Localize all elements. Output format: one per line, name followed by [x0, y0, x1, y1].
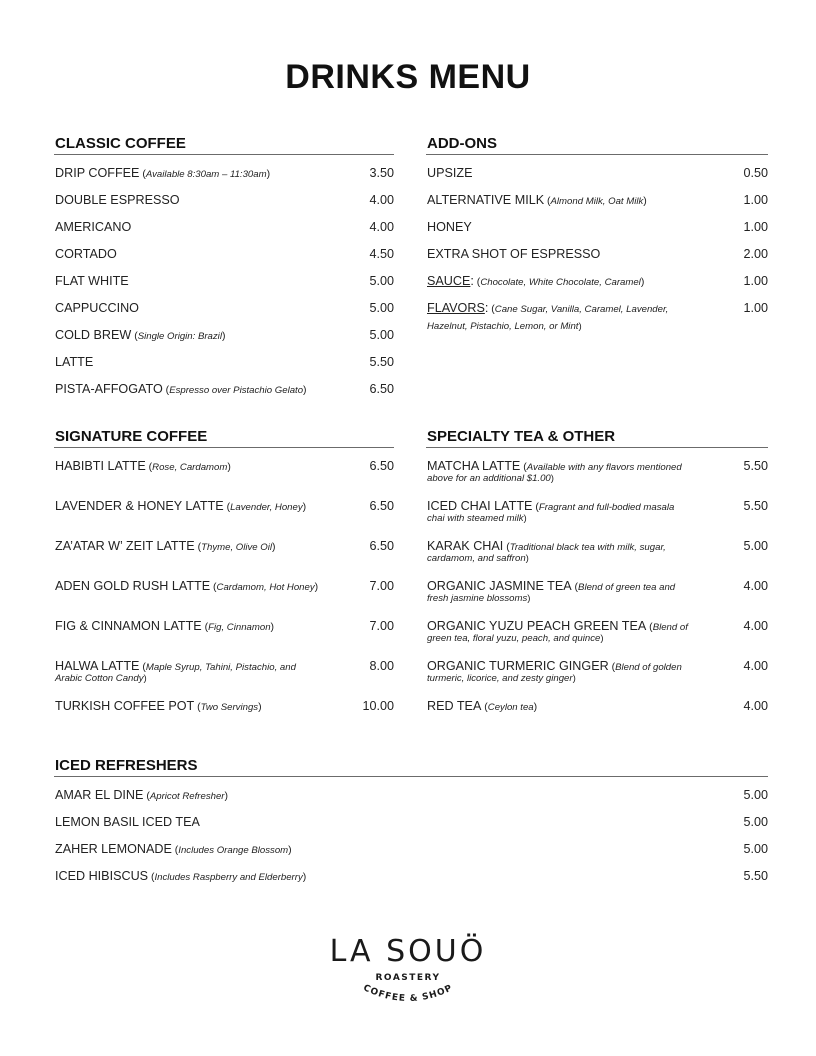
paren-open: (: [210, 581, 217, 593]
signature-coffee-list: [54, 459, 394, 739]
specialty-tea-list: [426, 459, 768, 739]
paren-close: ): [303, 384, 307, 396]
menu-item: [426, 193, 768, 220]
paren-close: ): [288, 844, 292, 856]
menu-item-price: 3.50: [369, 166, 394, 180]
paren-open: (: [571, 581, 579, 593]
menu-item-description-cont: fresh jasmine blossoms): [427, 593, 531, 604]
menu-item-price: 1.00: [743, 220, 768, 234]
brand-tagline-roastery: ROASTERY: [375, 973, 441, 983]
menu-item-title: AMERICANO: [55, 220, 132, 234]
menu-item-price: 4.00: [743, 579, 768, 593]
menu-item-description-line2: turmeric, licorice, and zesty ginger: [427, 673, 573, 684]
menu-item-description: Ceylon tea: [487, 702, 534, 713]
section-heading: SIGNATURE COFFEE: [54, 428, 394, 448]
menu-item-name: [55, 499, 306, 515]
menu-item-description: Chocolate, White Chocolate, Caramel: [480, 277, 641, 288]
menu-item-title: SAUCE: [427, 274, 471, 288]
menu-item-title: ICED CHAI LATTE: [427, 499, 533, 513]
menu-item-name: [55, 459, 231, 475]
paren-close: ): [221, 330, 226, 342]
menu-item-name: [427, 193, 647, 209]
page-title: DRINKS MENU: [285, 58, 531, 96]
menu-item-description-line2: fresh jasmine blossoms: [427, 593, 528, 604]
paren-close: ): [224, 790, 228, 802]
menu-item-title: COLD BREW: [55, 328, 132, 342]
menu-item-title: HALWA LATTE: [55, 659, 140, 673]
menu-item-description: Apricot Refresher: [149, 791, 225, 802]
menu-item-price: 4.00: [743, 699, 768, 713]
menu-item-title: HABIBTI LATTE: [55, 459, 146, 473]
menu-item-title: FIG & CINNAMON LATTE: [55, 619, 202, 633]
menu-item-title: DOUBLE ESPRESSO: [55, 193, 180, 207]
menu-item-name: [427, 247, 600, 261]
menu-item-description: Available 8:30am – 11:30am: [145, 169, 267, 180]
menu-item-price: 10.00: [362, 699, 394, 713]
menu-item-name: [55, 815, 200, 829]
menu-item-description: Available with any flavors mentioned: [526, 462, 682, 473]
menu-item: [426, 619, 768, 659]
menu-item: [426, 499, 768, 539]
menu-item: [426, 220, 768, 247]
menu-item: [54, 788, 768, 815]
menu-item-description-cont: above for an additional $1.00): [427, 473, 554, 484]
menu-item-title: MATCHA LATTE: [427, 459, 521, 473]
section-heading: CLASSIC COFFEE: [54, 135, 394, 155]
menu-item-name: [427, 699, 537, 715]
paren-open: (: [532, 501, 539, 513]
menu-item-title: ADEN GOLD RUSH LATTE: [55, 579, 211, 593]
svg-text:COFFEE & SHOP: [361, 983, 454, 1004]
menu-item-title: LEMON BASIL ICED TEA: [55, 815, 200, 829]
paren-open: (: [131, 330, 138, 342]
section-signature-coffee: [54, 428, 394, 739]
menu-item-description-cont: Arabic Cotton Candy): [55, 673, 147, 684]
menu-item-price: 4.00: [369, 220, 394, 234]
menu-item-description: Includes Raspberry and Elderberry: [154, 872, 303, 883]
menu-item: [54, 539, 394, 579]
paren-close: ): [643, 195, 647, 207]
menu-item-title: DRIP COFFEE: [55, 166, 140, 180]
menu-item: [54, 355, 394, 382]
menu-item-title: CORTADO: [55, 247, 117, 261]
menu-item: [426, 579, 768, 619]
menu-item-description: Thyme, Olive Oil: [201, 542, 273, 553]
menu-item: [54, 382, 394, 409]
menu-item-title: LAVENDER & HONEY LATTE: [55, 499, 224, 513]
menu-item-description: Maple Syrup, Tahini, Pistachio, and: [145, 662, 296, 673]
menu-item-price: 6.50: [369, 382, 394, 396]
menu-item-title: ALTERNATIVE MILK: [427, 193, 545, 207]
menu-item-title: ORGANIC TURMERIC GINGER: [427, 659, 609, 673]
brand-tagline-arc: [348, 983, 468, 1013]
menu-item-title: ICED HIBISCUS: [55, 869, 149, 883]
menu-item-description-cont: chai with steamed milk): [427, 513, 527, 524]
menu-item-description-line2: cardamom, and saffron: [427, 553, 526, 564]
menu-item-price: 5.50: [743, 459, 768, 473]
menu-item-price: 5.50: [743, 869, 768, 883]
menu-item: [426, 459, 768, 499]
paren-open: (: [162, 384, 170, 396]
menu-item-name: [55, 788, 228, 804]
menu-item-description-cont: turmeric, licorice, and zesty ginger): [427, 673, 576, 684]
menu-item-price: 6.50: [369, 459, 394, 473]
brand-wordmark: LA SOUÖ: [329, 934, 487, 969]
menu-item-price: 1.00: [743, 301, 768, 315]
menu-item-price: 7.00: [369, 619, 394, 633]
paren-close: ): [270, 621, 275, 633]
classic-coffee-list: [54, 166, 394, 409]
menu-item-description: Cardamom, Hot Honey: [216, 582, 315, 593]
paren-close: ): [302, 871, 307, 883]
menu-item-name: FLAVORS: (Cane Sugar, Vanilla, Caramel, Lavender,: [427, 301, 669, 315]
menu-item-description-cont: cardamom, and saffron): [427, 553, 529, 564]
menu-item: [54, 301, 394, 328]
menu-item-title: TURKISH COFFEE POT: [55, 699, 195, 713]
menu-item-price: 5.50: [743, 499, 768, 513]
menu-item-name: [55, 193, 180, 207]
menu-item-description: Includes Orange Blossom: [178, 845, 289, 856]
menu-item: [54, 274, 394, 301]
menu-item: [426, 659, 768, 699]
menu-item: [426, 301, 768, 332]
menu-item-title: ZA’ATAR W’ ZEIT LATTE: [55, 539, 195, 553]
menu-item-description-line2: above for an additional $1.00: [427, 473, 551, 484]
menu-item: [426, 539, 768, 579]
paren-open: (: [194, 701, 201, 713]
menu-item-price: 5.50: [369, 355, 394, 369]
menu-item-name: [55, 220, 131, 234]
menu-item-title: KARAK CHAI: [427, 539, 504, 553]
menu-item-title: CAPPUCCINO: [55, 301, 139, 315]
paren-close: ): [272, 541, 276, 553]
menu-item-name: [55, 247, 117, 261]
menu-item: [54, 619, 394, 659]
menu-item-name: [55, 619, 274, 635]
section-classic-coffee: [54, 135, 394, 409]
menu-item-title: UPSIZE: [427, 166, 473, 180]
menu-item: [54, 247, 394, 274]
menu-item-name: [55, 382, 307, 398]
menu-item-description: Almond Milk, Oat Milk: [550, 196, 644, 207]
paren-close: ): [314, 581, 319, 593]
menu-item-price: 0.50: [743, 166, 768, 180]
paren-open: (: [194, 541, 202, 553]
menu-item-price: 1.00: [743, 274, 768, 288]
iced-refreshers-list: [54, 788, 768, 896]
menu-item-description: Fig, Cinnamon: [208, 622, 271, 633]
menu-item: [54, 869, 768, 896]
menu-item: [54, 166, 394, 193]
menu-item-description: Traditional black tea with milk, sugar,: [509, 542, 666, 553]
menu-item-price: 5.00: [743, 842, 768, 856]
menu-item: [54, 699, 394, 739]
paren-open: (: [223, 501, 231, 513]
menu-item-title: FLAVORS: [427, 301, 485, 315]
section-iced-refreshers: [54, 757, 768, 896]
section-heading: SPECIALTY TEA & OTHER: [426, 428, 768, 448]
paren-open: (: [503, 541, 510, 553]
paren-open: (: [145, 461, 153, 473]
section-specialty-tea: [426, 428, 768, 739]
paren-close: ): [533, 701, 538, 713]
menu-item: [54, 193, 394, 220]
menu-item-title: ZAHER LEMONADE: [55, 842, 172, 856]
add-ons-list: [426, 166, 768, 332]
menu-item-name: [55, 579, 318, 595]
paren-open: (: [139, 661, 146, 673]
menu-item-name: [55, 842, 292, 858]
paren-close: ): [266, 168, 271, 180]
menu-item-price: 1.00: [743, 193, 768, 207]
menu-item-description: Cane Sugar, Vanilla, Caramel, Lavender,: [494, 304, 669, 315]
brand-logo: [0, 935, 816, 1013]
menu-item-description-cont: Hazelnut, Pistachio, Lemon, or Mint): [427, 321, 582, 332]
paren-close: ): [302, 501, 307, 513]
menu-item-name: [55, 869, 306, 885]
paren-open: (: [201, 621, 209, 633]
menu-item-description: Blend of green tea and: [578, 582, 676, 593]
menu-item-price: 5.00: [743, 815, 768, 829]
menu-item-name: [427, 220, 472, 234]
paren-close: ): [258, 701, 262, 713]
menu-item-price: 4.00: [743, 619, 768, 633]
menu-item-price: 6.50: [369, 539, 394, 553]
paren-close: ): [640, 276, 645, 288]
menu-item-name: [55, 166, 270, 182]
menu-item-description: Espresso over Pistachio Gelato: [169, 385, 304, 396]
paren-open: (: [608, 661, 616, 673]
menu-item-title: HONEY: [427, 220, 472, 234]
menu-item-price: 4.00: [369, 193, 394, 207]
menu-item-price: 4.00: [743, 659, 768, 673]
menu-item: [54, 579, 394, 619]
menu-item-price: 5.00: [369, 328, 394, 342]
menu-item-title: FLAT WHITE: [55, 274, 129, 288]
section-heading: ADD-ONS: [426, 135, 768, 155]
menu-item-price: 5.00: [369, 274, 394, 288]
paren-open: (: [646, 621, 653, 633]
brand-tagline-coffee-shop: COFFEE & SHOP: [361, 983, 455, 1005]
paren-open: (: [139, 168, 146, 180]
paren-open: (: [171, 844, 179, 856]
menu-item: [54, 659, 394, 699]
menu-item-price: 5.00: [369, 301, 394, 315]
menu-item-title: ORGANIC YUZU PEACH GREEN TEA: [427, 619, 647, 633]
menu-item-description: Two Servings: [200, 702, 259, 713]
menu-item-price: 8.00: [369, 659, 394, 673]
section-add-ons: [426, 135, 768, 332]
menu-item-description-line2: chai with steamed milk: [427, 513, 524, 524]
paren-open: (: [544, 195, 551, 207]
menu-item-description-cont: green tea, floral yuzu, peach, and quince): [427, 633, 604, 644]
paren-open: (: [473, 276, 481, 288]
paren-open: (: [481, 701, 488, 713]
menu-item: [54, 459, 394, 499]
menu-item-description: Fragrant and full-bodied masala: [538, 502, 675, 513]
menu-item-title: PISTA-AFFOGATO: [55, 382, 163, 396]
menu-item-title: AMAR EL DINE: [55, 788, 144, 802]
menu-item-name: [427, 166, 473, 180]
menu-item-price: 5.00: [743, 539, 768, 553]
paren-open: (: [488, 303, 495, 315]
menu-item-name: [55, 328, 225, 344]
menu-item-price: 5.00: [743, 788, 768, 802]
menu-item-description-line2: Arabic Cotton Candy: [55, 673, 144, 684]
menu-item-description: Rose, Cardamom: [152, 462, 228, 473]
menu-item: [426, 699, 768, 739]
paren-close: ): [227, 461, 231, 473]
menu-item-price: 7.00: [369, 579, 394, 593]
menu-item-price: 4.50: [369, 247, 394, 261]
menu-item-description: Lavender, Honey: [230, 502, 303, 513]
menu-item-description-line2: green tea, floral yuzu, peach, and quince: [427, 633, 601, 644]
paren-open: (: [148, 871, 155, 883]
section-heading: ICED REFRESHERS: [54, 757, 768, 777]
menu-item-title: EXTRA SHOT OF ESPRESSO: [427, 247, 601, 261]
menu-item-price: 2.00: [743, 247, 768, 261]
menu-item-title: LATTE: [55, 355, 94, 369]
menu-item: [426, 247, 768, 274]
menu-item-name: [55, 355, 93, 369]
menu-item: [54, 220, 394, 247]
menu-item-name: [55, 539, 276, 555]
menu-item-price: 6.50: [369, 499, 394, 513]
menu-item-name: [55, 274, 129, 288]
menu-item: [54, 842, 768, 869]
paren-open: (: [520, 461, 527, 473]
menu-item-description: Blend of golden: [615, 662, 682, 673]
menu-item-description-line2: Hazelnut, Pistachio, Lemon, or Mint: [427, 321, 579, 332]
menu-item-description: Blend of: [652, 622, 688, 633]
menu-item: [426, 274, 768, 301]
menu-item-name: [55, 699, 262, 715]
menu-item-name: SAUCE: (Chocolate, White Chocolate, Caramel): [427, 274, 645, 288]
menu-item-name: [55, 301, 139, 315]
menu-item-title: RED TEA: [427, 699, 482, 713]
menu-item-description: Single Origin: Brazil: [137, 331, 222, 342]
menu-item-title: ORGANIC JASMINE TEA: [427, 579, 572, 593]
menu-item: [54, 499, 394, 539]
paren-open: (: [143, 790, 150, 802]
menu-item: [54, 328, 394, 355]
menu-item: [426, 166, 768, 193]
menu-item: [54, 815, 768, 842]
